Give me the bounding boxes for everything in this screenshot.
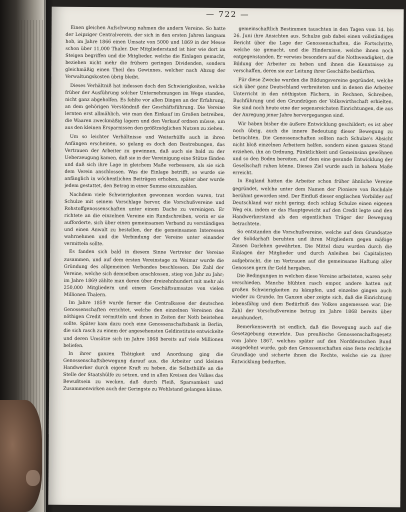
- book-page: [48, 7, 403, 507]
- paragraph: Nachdem viele Schwierigkeiten gewonnen worden waren, trat Schulze mit seinem Vorschlage hervor, die Vorschußvereine und Rohstoffgenossenschaften unter einem Dache zu vereinigen. Er richtete an die einzelnen Vereine ein Rundschreiben, worin er sie aufforderte, sich über einen gemeinsamen Verband zu verständigen und einen Anwalt zu bestellen, der die gemeinsamen Interessen wahrnehmen und die Verbindung der Vereine unter einander vermitteln sollte.: [64, 192, 225, 248]
- paragraph: Wir haben bisher die äußere Entwicklung geschildert; es ist aber noch übrig, auch die innere Bedeutung dieser Bewegung zu betrachten. Die Genossenschaften sollten nach Schulze's Absicht nicht bloß einzelnen Arbeitern helfen, sondern einen ganzen Stand erziehen, ihn an Ordnung, Pünktlichkeit und Gemeinsinn gewöhnen und so den Boden bereiten, auf dem eine gesunde Entwicklung der Gesellschaft ruhen könne. Dieses Ziel wurde auch in hohem Maße erreicht.: [232, 121, 393, 177]
- holding-thumb: [0, 400, 42, 512]
- paragraph: Es fanden sich bald in diesem Sinne Vertreter der Vereine zusammen, und auf dem ersten Vereinstage zu Weimar wurde die Gründung des allgemeinen Verbandes beschlossen. Die Zahl der Vereine, welche sich demselben anschlossen, stieg von Jahr zu Jahr; im Jahre 1869 zählte man deren über dreizehnhundert mit mehr als 250,000 Mitgliedern und einem Geschäftsumsatze von vielen Millionen Thalern.: [63, 250, 225, 298]
- paragraph: Einen gleichen Aufschwung nahmen die andern Vereine. So hatte der Leipziger Centralverein, der sich in den ersten Jahren langsam hob, im Jahre 1866 einen Umsatz von 5000 und 1869 in der Messe schon über 11,000 Thaler. Der Mitgliederstand ist hier wie dort im Steigen begriffen und die Mitglieder, welche die Einlagen gemacht, beziehen nicht mehr die frühern geringen Dividenden, sondern gleichmäßig einen Theil des Gewinnes, welcher nach Abzug der Verwaltungskosten übrig bleibt.: [65, 25, 226, 81]
- paragraph: Dieses Verhältniß hat indessen doch den Schwierigkeiten, welche früher der Ausführung solcher Unternehmungen im Wege standen, nicht ganz abgeholfen. Es fehlte vor allen Dingen an der Erfahrung, an dem gehörigen Verständniß der Geschäftsführung. Die Vereine lernten erst allmählich, wie man den Einkauf im Großen betreiben, die Waaren zweckmäßig lagern und den Verkauf ordnen müsse, um aus den kleinen Ersparnissen den größtmöglichen Nutzen zu ziehen.: [64, 83, 226, 133]
- paragraph: gemeinschaftlich Bestimmen tauschten in den Tagen vom 14. bis 26. Juni ihre Ansichten aus. Schulze gab dabei einen vollständigen Bericht über die Lage der Genossenschaften, die Fortschritte, welche sie gemacht, und die Hindernisse, welche ihnen noch entgegenstanden. Er verwies besonders auf die Nothwendigkeit, die Bildung der Arbeiter zu heben und ihnen die Kenntnisse zu verschaffen, deren sie zur Leitung ihrer Geschäfte bedürften.: [233, 27, 394, 76]
- page-number: — 722 —: [205, 9, 250, 20]
- paragraph: Bemerkenswerth ist endlich, daß die Bewegung auch auf die Gesetzgebung einwirkte. Das preußische Genossenschaftsgesetz vom Jahre 1867, welches später auf den Norddeutschen Bund ausgedehnt wurde, gab den Genossenschaften eine feste rechtliche Grundlage und sicherte ihnen die Rechte, welche sie zu ihrer Entwicklung bedurften.: [231, 324, 392, 366]
- paragraph: In ihrer ganzen Thätigkeit und Anordnung ging die Genossenschaftsbewegung darauf aus, die Arbeiter und kleinen Handwerker durch eigene Kraft zu heben, die Selbsthülfe an die Stelle der Staatshülfe zu setzen, und in allen Kreisen des Volkes das Bewußtsein zu wecken, daß durch Fleiß, Sparsamkeit und Zusammenwirken auch der Geringste zu Wohlstand gelangen könne.: [63, 352, 224, 394]
- left-text-column: [62, 25, 225, 498]
- paragraph: Im Jahre 1859 wurde ferner die Centralkasse der deutschen Genossenschaften errichtet, welche den einzelnen Vereinen den nöthigen Credit vermitteln und ihnen in Zeiten der Noth beistehen sollte. Später kam dazu noch eine Genossenschaftsbank in Berlin, die sich rasch zu einem der angesehensten Geldinstitute entwickelte und deren Umsätze sich im Jahre 1868 bereits auf viele Millionen beliefen.: [63, 301, 224, 349]
- paragraph: Für diese Zwecke wurden die Bildungsvereine gegründet, welche sich über ganz Deutschland verbreiteten und in denen die Arbeiter Unterricht in den nöthigsten Fächern, in Rechnen, Schreiben, Buchführung und den Grundzügen der Volkswirthschaft erhielten. Sie sind noch heute eine der segensreichsten Einrichtungen, die aus der Anregung jener Jahre hervorgegangen sind.: [232, 77, 394, 119]
- thumbnail-nail: [26, 470, 40, 486]
- right-text-column: [230, 26, 393, 499]
- paragraph: So entstanden die Vorschußvereine, welche auf dem Grundsatze der Solidarhaft beruhten und ihren Mitgliedern gegen mäßige Zinsen Darlehen gewährten. Die Mittel dazu wurden durch die Einlagen der Mitglieder und durch Anleihen bei Capitalisten aufgebracht, die im Vertrauen auf die gemeinsame Haftung aller Genossen gern ihr Geld hergaben.: [231, 230, 393, 272]
- paragraph: Um so leichter Verhältnisse und Weiterhülfe auch in ihren Anfängen erscheinen, so gelang es doch den Bestrebungen, das Vertrauen der Arbeiter zu gewinnen, daß auch sie bald zu der Ueberzeugung kamen, daß sie in der Vereinigung eine Stütze fänden und daß sich ihre Lage in gleichem Maße verbessere, als sie sich dem Verein anschlossen. Was die Einlage betrifft, so wurde sie anfänglich in wöchentlichen Beiträgen erhoben, später aber wurde jedem gestattet, den Betrag in einer Summe einzuzahlen.: [64, 134, 225, 190]
- paragraph: Die Bedingungen in welchen diese Vereine arbeiteten, waren sehr verschieden. Manche blühten rasch empor, andere hatten mit großen Schwierigkeiten zu kämpfen, und einzelne gingen auch wieder zu Grunde. Im Ganzen aber zeigte sich, daß die Einrichtung lebensfähig und dem Bedürfniß des Volkes angemessen war. Die Zahl der Vorschußvereine betrug im Jahre 1868 bereits über neunhundert.: [231, 274, 392, 322]
- paragraph: In England hatten die Arbeiter schon früher ähnliche Vereine gegründet, welche unter dem Namen der Pioniere von Rochdale berühmt geworden sind. Der Einfluß dieser englischen Vorbilder auf Deutschland war nicht gering; doch schlug Schulze einen eigenen Weg ein, indem er das Hauptgewicht auf den Credit legte und den Handwerkerstand als den eigentlichen Träger der Bewegung betrachtete.: [232, 179, 393, 228]
